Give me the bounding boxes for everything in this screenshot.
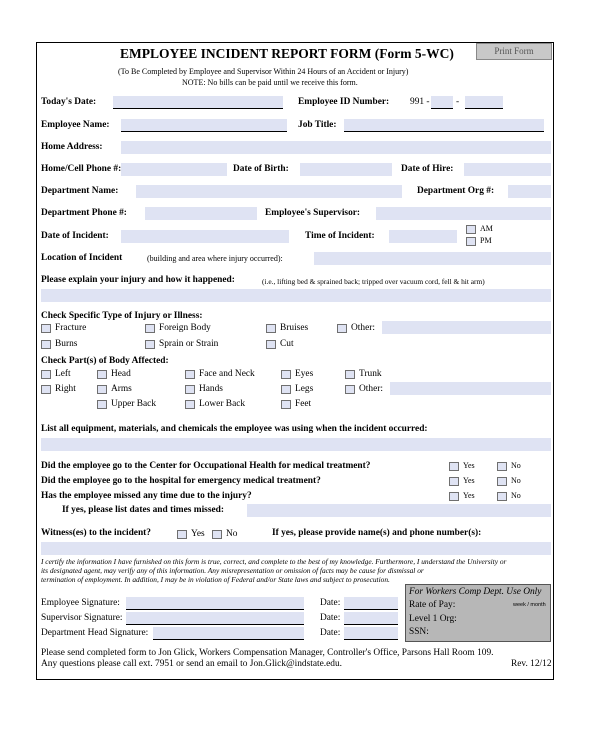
department-org-field[interactable] [508,185,551,198]
body-other-field[interactable] [390,382,551,395]
foreign-body-label: Foreign Body [159,323,211,333]
face-neck-label: Face and Neck [199,369,255,379]
ssn-label: SSN: [409,627,429,637]
bruises-label: Bruises [280,323,309,333]
incident-date-field[interactable] [121,230,289,243]
pm-checkbox[interactable] [466,237,476,246]
lower-back-label: Lower Back [199,399,246,409]
occ-health-no-label: No [511,461,521,470]
missed-time-question: Has the employee missed any time due to the injury? [41,491,252,501]
department-phone-field[interactable] [145,207,257,220]
upper-back-checkbox[interactable] [97,400,107,409]
eyes-checkbox[interactable] [281,370,291,379]
location-hint: (building and area where injury occurred): [147,254,283,263]
fracture-label: Fracture [55,323,87,333]
hospital-question: Did the employee go to the hospital for emergency medical treatment? [41,476,321,486]
left-label: Left [55,369,71,379]
witness-no-label: No [226,529,238,539]
supervisor-field[interactable] [376,207,551,220]
pm-label: PM [480,236,492,245]
lower-back-checkbox[interactable] [185,400,195,409]
dept-head-signature-date-field[interactable] [344,627,398,640]
left-checkbox[interactable] [41,370,51,379]
employee-signature-field[interactable] [126,597,304,610]
arms-label: Arms [111,384,132,394]
witness-yes-checkbox[interactable] [177,530,187,539]
injury-type-heading: Check Specific Type of Injury or Illness: [41,311,203,321]
employee-id-field-2[interactable] [465,96,503,109]
hands-label: Hands [199,384,223,394]
certify-line-3: termination of employment. In addition, I may be in violation of Federal and/or State laws and subject to prosecution. [41,575,390,584]
hospital-no-checkbox[interactable] [497,477,507,486]
hire-date-field[interactable] [464,163,551,176]
arms-checkbox[interactable] [97,385,107,394]
certify-line-2: its designated agent, may verify any of this information. Any misrepresentation or omission of facts may be cause for dismissal or [41,566,424,575]
incident-time-label: Time of Incident: [305,231,375,241]
location-field[interactable] [314,252,551,265]
witness-field[interactable] [41,542,551,555]
employee-signature-date-label: Date: [320,598,341,608]
sprain-strain-label: Sprain or Strain [159,339,219,349]
right-checkbox[interactable] [41,385,51,394]
legs-checkbox[interactable] [281,385,291,394]
occupational-health-question: Did the employee go to the Center for Occupational Health for medical treatment? [41,461,371,471]
todays-date-field[interactable] [113,96,283,109]
workers-comp-title: For Workers Comp Dept. Use Only [409,587,542,597]
job-title-field[interactable] [344,119,544,132]
legs-label: Legs [295,384,314,394]
occ-health-yes-checkbox[interactable] [449,462,459,471]
employee-signature-date-field[interactable] [344,597,398,610]
equipment-field[interactable] [41,438,551,451]
missed-dates-field[interactable] [247,504,551,517]
injury-other-checkbox[interactable] [337,324,347,333]
hands-checkbox[interactable] [185,385,195,394]
cut-label: Cut [280,339,294,349]
injury-other-label: Other: [351,323,375,333]
hospital-yes-label: Yes [463,476,475,485]
body-part-heading: Check Part(s) of Body Affected: [41,356,169,366]
trunk-checkbox[interactable] [345,370,355,379]
form-subtitle: (To Be Completed by Employee and Supervisor Within 24 Hours of an Accident or Injury) [118,67,409,76]
explain-hint: (i.e., lifting bed & sprained back; tripped over vacuum cord, fell & hit arm) [262,277,485,286]
incident-date-label: Date of Incident: [41,231,109,241]
phone-label: Home/Cell Phone #: [41,164,122,174]
missed-time-no-checkbox[interactable] [497,492,507,501]
department-org-label: Department Org #: [417,186,495,196]
job-title-label: Job Title: [298,120,337,130]
form-note: NOTE: No bills can be paid until we receive this form. [182,78,358,87]
home-address-label: Home Address: [41,142,103,152]
body-other-checkbox[interactable] [345,385,355,394]
face-neck-checkbox[interactable] [185,370,195,379]
employee-name-label: Employee Name: [41,120,110,130]
equipment-label: List all equipment, materials, and chemicals the employee was using when the incident occurred: [41,424,428,434]
footer-questions-line: Any questions please call ext. 7951 or send an email to Jon.Glick@indstate.edu. [41,659,343,669]
feet-checkbox[interactable] [281,400,291,409]
employee-id-field-1[interactable] [431,96,453,109]
form-title: EMPLOYEE INCIDENT REPORT FORM (Form 5-WC) [120,46,454,61]
bruises-checkbox[interactable] [266,324,276,333]
department-phone-label: Department Phone #: [41,208,127,218]
department-name-field[interactable] [136,185,402,198]
head-label: Head [111,369,131,379]
supervisor-signature-date-field[interactable] [344,612,398,625]
employee-id-prefix: 991 - [410,97,430,107]
employee-signature-label: Employee Signature: [41,598,120,608]
dept-head-signature-date-label: Date: [320,628,341,638]
witness-yes-label: Yes [191,529,205,539]
incident-time-field[interactable] [389,230,457,243]
foreign-body-checkbox[interactable] [145,324,155,333]
rate-unit-label: week / month [513,602,546,608]
dob-label: Date of Birth: [233,164,289,174]
phone-field[interactable] [121,163,227,176]
missed-time-yes-checkbox[interactable] [449,492,459,501]
missed-time-yes-label: Yes [463,491,475,500]
sprain-strain-checkbox[interactable] [145,340,155,349]
department-name-label: Department Name: [41,186,119,196]
feet-label: Feet [295,399,312,409]
explain-label: Please explain your injury and how it happened: [41,275,235,285]
witness-provide-label: If yes, please provide name(s) and phone number(s): [272,528,482,538]
right-label: Right [55,384,76,394]
dept-head-signature-label: Department Head Signature: [41,628,149,638]
injury-other-field[interactable] [382,321,551,334]
witness-label: Witness(es) to the incident? [41,528,151,538]
occ-health-yes-label: Yes [463,461,475,470]
supervisor-signature-date-label: Date: [320,613,341,623]
supervisor-signature-field[interactable] [126,612,304,625]
burns-label: Burns [55,339,78,349]
level-org-label: Level 1 Org: [409,614,457,624]
todays-date-label: Today's Date: [41,97,97,107]
hire-date-label: Date of Hire: [401,164,454,174]
explain-field[interactable] [41,289,551,302]
witness-no-checkbox[interactable] [212,530,222,539]
supervisor-label: Employee's Supervisor: [265,208,361,218]
trunk-label: Trunk [359,369,382,379]
missed-dates-label: If yes, please list dates and times missed: [62,505,224,515]
hospital-no-label: No [511,476,521,485]
dept-head-signature-field[interactable] [153,627,304,640]
upper-back-label: Upper Back [111,399,157,409]
home-address-field[interactable] [121,141,551,154]
dob-field[interactable] [300,163,392,176]
head-checkbox[interactable] [97,370,107,379]
cut-checkbox[interactable] [266,340,276,349]
supervisor-signature-label: Supervisor Signature: [41,613,123,623]
employee-name-field[interactable] [121,119,287,132]
certify-line-1: I certify the information I have furnished on this form is true, correct, and complete to the best of my knowledge. Furthermore, I understand the University or [41,557,507,566]
am-label: AM [480,224,493,233]
fracture-checkbox[interactable] [41,324,51,333]
missed-time-no-label: No [511,491,521,500]
burns-checkbox[interactable] [41,340,51,349]
occ-health-no-checkbox[interactable] [497,462,507,471]
revision-label: Rev. 12/12 [511,659,552,669]
am-checkbox[interactable] [466,225,476,234]
location-label: Location of Incident [41,253,123,263]
rate-of-pay-label: Rate of Pay: [409,600,456,610]
hospital-yes-checkbox[interactable] [449,477,459,486]
print-form-button[interactable]: Print Form [476,43,552,60]
eyes-label: Eyes [295,369,314,379]
body-other-label: Other: [359,384,383,394]
employee-id-label: Employee ID Number: [298,97,390,107]
footer-send-line: Please send completed form to Jon Glick, Workers Compensation Manager, Controller's Office, Parsons Hall Room 109. [41,648,494,658]
employee-id-dash: - [456,97,460,107]
